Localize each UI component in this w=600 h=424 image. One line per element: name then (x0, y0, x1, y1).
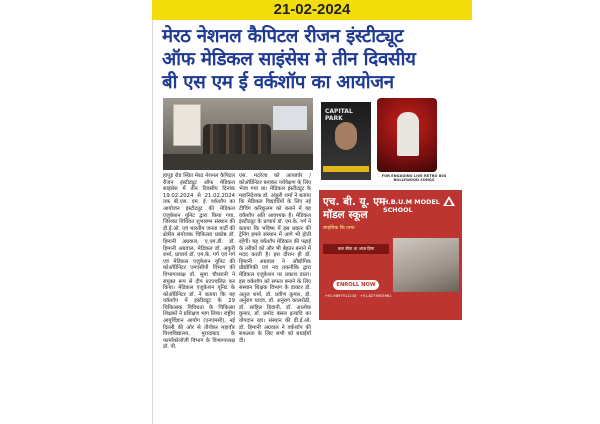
photo-standee (173, 104, 201, 146)
article-column-1 (163, 173, 235, 351)
school-pill-text: कल बीता था आज हिमा (323, 244, 389, 254)
photo-projector-screen (273, 106, 307, 130)
performer-caption: FOR ENGAGING LIVE RETRO 80S BOLLYWOOD SONGS (381, 174, 447, 183)
photo-people (203, 124, 271, 154)
date-banner: 21-02-2024 (152, 0, 472, 20)
headline (162, 25, 462, 94)
school-hindi-title-line: एच. बी. यू. एम (323, 196, 386, 208)
school-english-name-line: H.B.U.M MODEL (383, 198, 440, 206)
entertainment-advertisement (319, 98, 461, 188)
school-tagline: साहसिक कि तरफ (323, 226, 355, 231)
enroll-now-button[interactable]: ENROLL NOW (333, 280, 379, 290)
performer-poster (377, 98, 437, 172)
school-students-photo (393, 238, 459, 292)
school-hindi-title-line: मॉडल स्कूल (323, 209, 368, 221)
school-advertisement (319, 190, 462, 320)
capital-park-text: CAPITAL PARK (325, 108, 353, 122)
school-contact: +91-9897911234 · +91-8279503961 (324, 294, 392, 298)
school-english-name-line: SCHOOL (383, 206, 413, 214)
headline-line: ऑफ मेडिकल साइंसेस मे तीन दिवसीय (162, 49, 416, 70)
article-column-2 (239, 173, 311, 344)
school-english-name (383, 198, 440, 214)
headline-line: बी एस एम ई वर्कशॉप का आयोजन (162, 72, 394, 93)
page-divider (152, 20, 153, 424)
photo-floor (163, 154, 313, 170)
article-text: एस. मदरेजा को आब्जर्वर / कोऑर्डिनेटर बनाकर पर्यवेक्षण के लिए भेजा गया था। मेडिकल इंस्टीट्यूट के महानिदेशक डॉ. अंकुरी शर्मा ने बताया कि मेडिकल विद्यार्थियों के लिए नई टीचिंग करिकुलम को बनाने में यह वर्कशॉप अति आवश्यक है। मेडिकल इंस्टीट्यूट के प्राचार्य डॉ. एम.के. गर्ग ने बताया कि भविष्य में इस प्रकार की ट्रेनिंग हमारे संस्थान में आगे भी होती रहेंगी। यह वर्कशॉप मेडिकल की पढ़ाई के तरीकों को और भी बेहतर बनाने में मदद करती है। इस दौरान ही डॉ. हिमानी अग्रवाल ने औद्योगिक प्रौद्योगिकी एवं नव तकनीकि द्वारा मेडिकल एजुकेशन पर प्रकाश डाला। इस वर्कशॉप को सफल बनाने के लिए संस्थान शिक्षक विभाग के डाक्टर डॉ. अतुल शर्मा, डॉ. प्रवीण कुमार, डॉ. अनुराग यादव, डॉ. अनुराग कालरोठी, डॉ. साहिल डिवानी, डॉ. आलोक कुमार, डॉ. प्रमोद बंसल इत्यादि का योगदान रहा। संस्थान की डी.ई.ओ. डॉ. हिमानी अग्रवाल ने वर्कशॉप की सफलता के लिए सभी को बधाईयाँ दी। (239, 173, 311, 344)
article-text: हापुड़ रोड स्थित मेरठ नेशनल कैपिटल रीजन इंस्टीट्यूट ऑफ मेडिकल साइंसेस में तीन दिवसीय दिनांक 19.02.2024 से 21.02.2024 तक बी.एस. एम. ई. वर्कशॉप का आयोजन इंस्टीट्यूट की मेडिकल एजुकेशन यूनिट द्वारा किया गया, जिसका विधिवत शुभारम्भ संस्थान की डी.ई.ओ. एवं भारतीय जनता पार्टी की क्षेत्रीय संयोजक चिकित्सा प्रकोष्ठ डॉ. हिमानी अग्रवाल, ए.एम.डी. डॉ. हिमानी अग्रवाल, मेडिकल डॉ. अंकुरी शर्मा, प्राचार्य डॉ. एम.के. गर्ग एवं गर्ग एवं मेडिकल एजुकेशन यूनिट की कोऑर्डिनेटर एमएसीपी विभाग की विभागाध्यक्ष डॉ. सुमा चौधरानी ने संयुक्त रूप से दीप प्रज्ज्वलित कर किया। मेडिकल एजुकेशन यूनिट के कोऑर्डिनेटर डॉ. ने बताया कि यह वर्कशॉप में इंस्टीट्यूट के 29 चिकित्सक विविधता के चिकित्सा शिक्षकों ने प्रशिक्षण भाग लिया। राष्ट्रीय आयुर्विज्ञान आयोग (एनएमसी), नई दिल्ली की ओर से तीर्थंकर महावीर विश्वविद्यालय, मुरादाबाद के फार्माकोलॉजी विभाग के विभागाध्यक्ष डॉ. पी. (163, 173, 235, 351)
performer-figure (397, 112, 419, 156)
school-logo-icon (443, 196, 455, 206)
poster-face-image (335, 122, 357, 150)
headline-line: मेरठ नेशनल कैपिटल रीजन इंस्टीट्यूट (162, 26, 404, 47)
poster-band (323, 166, 369, 172)
school-hindi-title (323, 196, 385, 222)
capital-park-poster (321, 102, 371, 180)
news-photo (163, 98, 313, 170)
